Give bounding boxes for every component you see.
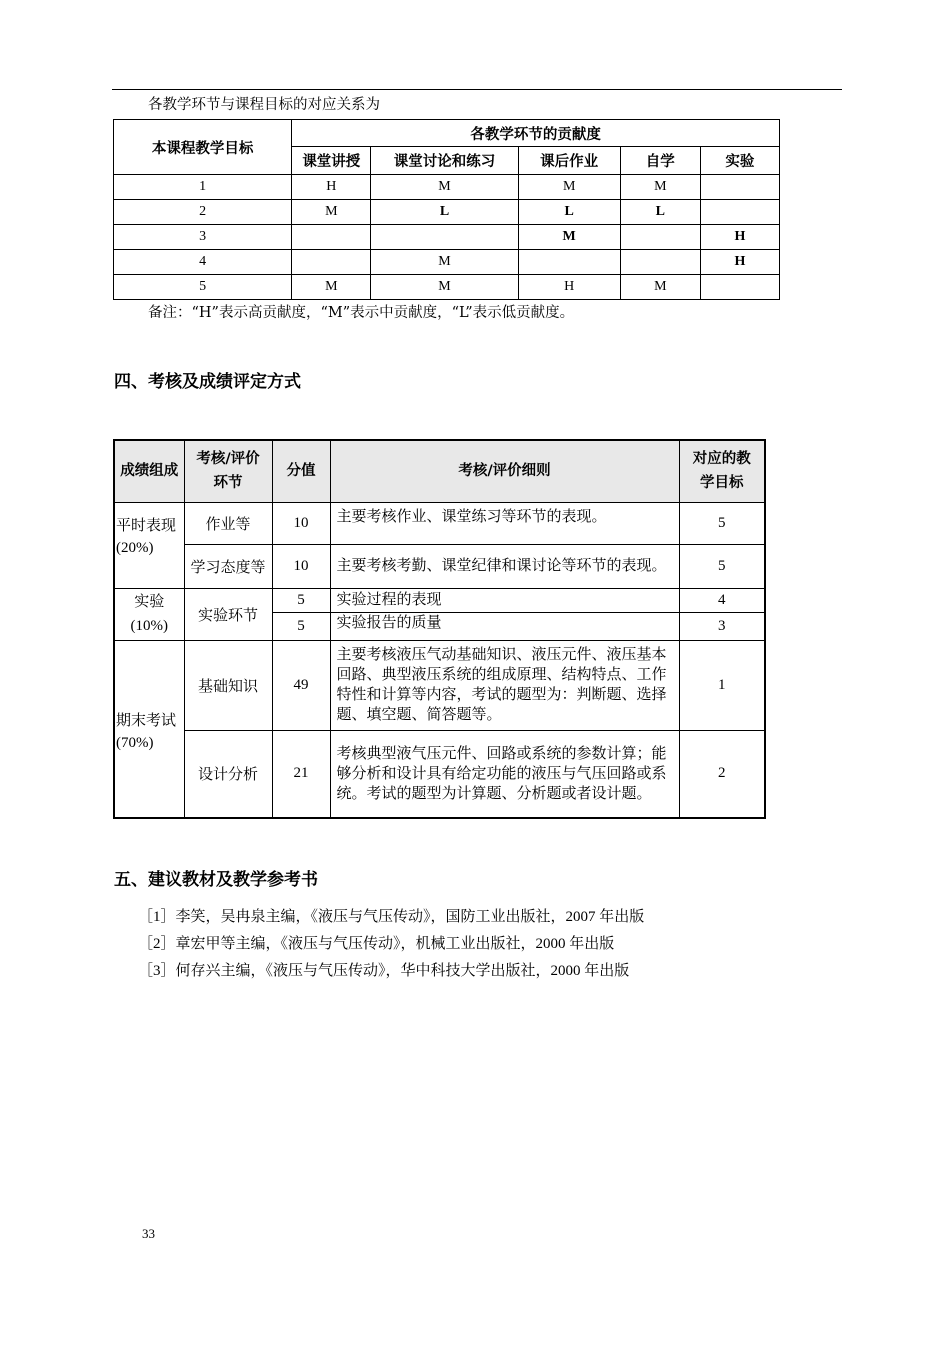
table-row [114, 225, 780, 250]
table-cell [371, 225, 518, 250]
table-row [114, 175, 780, 200]
col-header: 分值 [272, 440, 330, 502]
goal-cell: 5 [679, 502, 765, 544]
col-header: 考核/评价环节 [184, 440, 272, 502]
table-cell [700, 200, 779, 225]
reference-item: ［2］章宏甲等主编，《液压与气压传动》，机械工业出版社，2000 年出版 [138, 936, 615, 952]
section-4-title: 四、考核及成绩评定方式 [114, 372, 301, 392]
score-cell: 10 [272, 502, 330, 544]
table-row [114, 200, 780, 225]
reference-item: ［1］李笑，吴冉泉主编，《液压与气压传动》，国防工业出版社，2007 年出版 [138, 909, 645, 925]
table-cell: M [620, 175, 700, 200]
col-header: 课堂讲授 [292, 147, 371, 175]
table-cell [518, 250, 620, 275]
table-cell: 4 [114, 250, 292, 275]
goal-mapping-table [113, 119, 780, 300]
assessment-table [113, 439, 766, 819]
col-header: 课堂讨论和练习 [371, 147, 518, 175]
table-cell [700, 175, 779, 200]
link-cell: 设计分析 [184, 730, 272, 818]
link-cell: 实验环节 [184, 588, 272, 640]
table-cell: M [292, 200, 371, 225]
reference-list [138, 904, 644, 985]
group-percent: (10%) [130, 618, 168, 634]
link-cell: 作业等 [184, 502, 272, 544]
table-cell: 2 [114, 200, 292, 225]
col-header: 自学 [620, 147, 700, 175]
table-row [114, 544, 765, 588]
reference-item: ［3］何存兴主编，《液压与气压传动》，华中科技大学出版社，2000 年出版 [138, 963, 630, 979]
table-cell: M [292, 275, 371, 300]
col-header: 对应的教学目标 [679, 440, 765, 502]
detail-cell: 主要考核考勤、课堂纪律和课讨论等环节的表现。 [330, 544, 679, 588]
section-5-title: 五、建议教材及教学参考书 [114, 870, 318, 890]
group-cell: 平时表现(20%) [114, 502, 184, 588]
table-cell: H [518, 275, 620, 300]
table-cell [620, 250, 700, 275]
detail-cell: 考核典型液气压元件、回路或系统的参数计算；能够分析和设计具有给定功能的液压与气压回路或系统。考试的题型为计算题、分析题或者设计题。 [330, 730, 679, 818]
table-row [114, 502, 765, 544]
group-cell: 期末考试(70%) [114, 640, 184, 818]
table-cell [700, 275, 779, 300]
group-cell [114, 588, 184, 640]
table-cell: L [371, 200, 518, 225]
table-cell: M [371, 275, 518, 300]
score-cell: 10 [272, 544, 330, 588]
col-header: 考核/评价细则 [330, 440, 679, 502]
contribution-group-header: 各教学环节的贡献度 [292, 120, 780, 147]
goal-cell: 5 [679, 544, 765, 588]
goal-cell: 1 [679, 640, 765, 730]
detail-cell: 主要考核液压气动基础知识、液压元件、液压基本回路、典型液压系统的组成原理、结构特点、工作特性和计算等内容，考试的题型为：判断题、选择题、填空题、简答题等。 [330, 640, 679, 730]
page-number: 33 [142, 1226, 155, 1241]
score-cell: 5 [272, 588, 330, 612]
table-cell: 5 [114, 275, 292, 300]
col-header: 课后作业 [518, 147, 620, 175]
table-cell: M [518, 225, 620, 250]
score-cell: 21 [272, 730, 330, 818]
table-cell: M [371, 175, 518, 200]
table-cell: M [371, 250, 518, 275]
table-cell: 3 [114, 225, 292, 250]
table-row [114, 588, 765, 612]
score-cell: 5 [272, 612, 330, 640]
table-cell: H [700, 225, 779, 250]
table-cell: M [518, 175, 620, 200]
col-header: 成绩组成 [114, 440, 184, 502]
table-row [114, 250, 780, 275]
detail-cell: 主要考核作业、课堂练习等环节的表现。 [330, 502, 679, 544]
table-row [114, 275, 780, 300]
table-cell [292, 250, 371, 275]
table-cell: 1 [114, 175, 292, 200]
table-row [114, 640, 765, 730]
table-cell [620, 225, 700, 250]
goal-cell: 3 [679, 612, 765, 640]
table-cell: H [292, 175, 371, 200]
table1-caption: 各教学环节与课程目标的对应关系为 [148, 97, 380, 113]
goal-cell: 4 [679, 588, 765, 612]
table-row [114, 730, 765, 818]
table1-note: 备注：“H”表示高贡献度，“M”表示中贡献度，“L”表示低贡献度。 [148, 305, 575, 321]
table-cell: H [700, 250, 779, 275]
detail-cell: 实验过程的表现 [330, 588, 679, 612]
table-cell: L [620, 200, 700, 225]
score-cell: 49 [272, 640, 330, 730]
detail-cell: 实验报告的质量 [330, 612, 679, 640]
col-header: 实验 [700, 147, 779, 175]
table-cell [292, 225, 371, 250]
group-label: 实验 [134, 594, 165, 610]
goal-cell: 2 [679, 730, 765, 818]
link-cell: 学习态度等 [184, 544, 272, 588]
goal-header: 本课程教学目标 [114, 120, 292, 175]
link-cell: 基础知识 [184, 640, 272, 730]
table-cell: M [620, 275, 700, 300]
table-cell: L [518, 200, 620, 225]
header-rule [112, 89, 842, 90]
